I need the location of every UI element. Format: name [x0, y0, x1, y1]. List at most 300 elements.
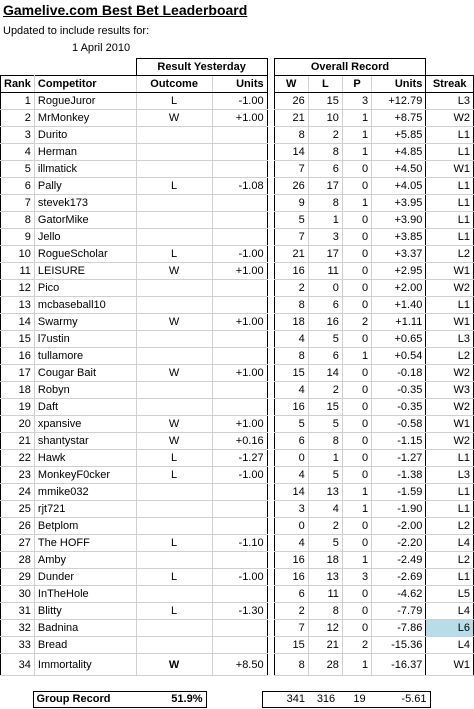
units-cell: -2.00: [372, 518, 426, 535]
col-header-units: Units: [372, 76, 426, 93]
table-row: [1, 93, 474, 110]
losses-cell: 17: [308, 178, 342, 195]
losses-cell: 5: [308, 467, 342, 484]
rank-cell: 4: [1, 144, 35, 161]
units-yesterday-cell: +0.16: [212, 433, 267, 450]
units-yesterday-cell: [212, 620, 267, 637]
pushes-cell: 1: [342, 195, 371, 212]
competitor-cell: Blitty: [34, 603, 136, 620]
pushes-cell: 0: [342, 280, 371, 297]
outcome-cell: L: [136, 467, 212, 484]
wins-cell: 6: [274, 433, 308, 450]
units-cell: -0.18: [372, 365, 426, 382]
units-yesterday-cell: [212, 501, 267, 518]
rank-cell: 22: [1, 450, 35, 467]
losses-cell: 6: [308, 161, 342, 178]
losses-cell: 16: [308, 314, 342, 331]
streak-cell: L1: [426, 127, 474, 144]
units-cell: -1.59: [372, 484, 426, 501]
losses-cell: 1: [308, 450, 342, 467]
streak-cell: L2: [426, 552, 474, 569]
competitor-cell: RogueScholar: [34, 246, 136, 263]
streak-cell: L1: [426, 195, 474, 212]
outcome-cell: [136, 280, 212, 297]
table-row: [1, 263, 474, 280]
outcome-cell: W: [136, 365, 212, 382]
table-row: [1, 535, 474, 552]
streak-cell: W1: [426, 314, 474, 331]
streak-cell: W3: [426, 382, 474, 399]
losses-cell: 11: [308, 263, 342, 280]
pushes-cell: 0: [342, 586, 371, 603]
units-cell: -16.37: [372, 654, 426, 676]
outcome-cell: [136, 620, 212, 637]
units-yesterday-cell: [212, 195, 267, 212]
streak-cell: L5: [426, 586, 474, 603]
units-yesterday-cell: -1.10: [212, 535, 267, 552]
units-cell: -4.62: [372, 586, 426, 603]
rank-cell: 9: [1, 229, 35, 246]
losses-cell: 15: [308, 93, 342, 110]
streak-cell: W2: [426, 365, 474, 382]
outcome-cell: [136, 195, 212, 212]
units-cell: -1.38: [372, 467, 426, 484]
wins-cell: 9: [274, 195, 308, 212]
outcome-cell: [136, 382, 212, 399]
rank-cell: 32: [1, 620, 35, 637]
group-record-units: -5.61: [375, 692, 430, 708]
table-row: [1, 620, 474, 637]
pushes-cell: 0: [342, 263, 371, 280]
units-yesterday-cell: [212, 484, 267, 501]
competitor-cell: Robyn: [34, 382, 136, 399]
units-cell: +5.85: [372, 127, 426, 144]
competitor-cell: rjt721: [34, 501, 136, 518]
pushes-cell: 0: [342, 178, 371, 195]
table-row: [1, 314, 474, 331]
group-record-label: Group Record: [33, 692, 142, 708]
rank-cell: 5: [1, 161, 35, 178]
streak-cell: L1: [426, 212, 474, 229]
table-row: [1, 297, 474, 314]
pushes-cell: 3: [342, 93, 371, 110]
group-record-l: 316: [308, 692, 344, 708]
group-record-w: 341: [262, 692, 308, 708]
losses-cell: 8: [308, 144, 342, 161]
losses-cell: 2: [308, 382, 342, 399]
rank-cell: 28: [1, 552, 35, 569]
wins-cell: 6: [274, 586, 308, 603]
pushes-cell: 0: [342, 433, 371, 450]
streak-cell: L1: [426, 484, 474, 501]
outcome-cell: L: [136, 569, 212, 586]
table-row: [1, 348, 474, 365]
rank-cell: 26: [1, 518, 35, 535]
units-yesterday-cell: [212, 297, 267, 314]
units-yesterday-cell: -1.00: [212, 467, 267, 484]
outcome-cell: L: [136, 93, 212, 110]
competitor-cell: l7ustin: [34, 331, 136, 348]
competitor-cell: Pico: [34, 280, 136, 297]
rank-cell: 7: [1, 195, 35, 212]
streak-cell: W2: [426, 399, 474, 416]
units-yesterday-cell: [212, 212, 267, 229]
wins-cell: 4: [274, 467, 308, 484]
col-header-units-yesterday: Units: [212, 76, 267, 93]
rank-cell: 2: [1, 110, 35, 127]
competitor-cell: Pally: [34, 178, 136, 195]
pushes-cell: 1: [342, 348, 371, 365]
wins-cell: 14: [274, 484, 308, 501]
pushes-cell: 1: [342, 127, 371, 144]
table-row: [1, 603, 474, 620]
outcome-cell: [136, 144, 212, 161]
units-yesterday-cell: [212, 518, 267, 535]
pushes-cell: 0: [342, 229, 371, 246]
competitor-cell: Bread: [34, 637, 136, 654]
table-row: [1, 280, 474, 297]
wins-cell: 5: [274, 212, 308, 229]
rank-cell: 20: [1, 416, 35, 433]
units-cell: +3.90: [372, 212, 426, 229]
streak-cell: W2: [426, 110, 474, 127]
table-row: [1, 518, 474, 535]
units-cell: +4.05: [372, 178, 426, 195]
table-row: [1, 654, 474, 676]
wins-cell: 14: [274, 144, 308, 161]
pushes-cell: 0: [342, 416, 371, 433]
competitor-cell: MonkeyF0cker: [34, 467, 136, 484]
wins-cell: 26: [274, 93, 308, 110]
losses-cell: 13: [308, 484, 342, 501]
losses-cell: 13: [308, 569, 342, 586]
streak-cell: L4: [426, 603, 474, 620]
rank-cell: 8: [1, 212, 35, 229]
table-row: [1, 399, 474, 416]
pushes-cell: 0: [342, 518, 371, 535]
group-record-pct: 51.9%: [142, 692, 206, 708]
outcome-cell: W: [136, 416, 212, 433]
rank-cell: 3: [1, 127, 35, 144]
streak-cell: L6: [426, 620, 474, 637]
losses-cell: 6: [308, 348, 342, 365]
table-row: [1, 178, 474, 195]
rank-cell: 1: [1, 93, 35, 110]
table-row: [1, 586, 474, 603]
streak-cell: W2: [426, 280, 474, 297]
competitor-cell: stevek173: [34, 195, 136, 212]
units-cell: +0.65: [372, 331, 426, 348]
wins-cell: 4: [274, 331, 308, 348]
units-cell: -1.15: [372, 433, 426, 450]
rank-cell: 13: [1, 297, 35, 314]
units-cell: -1.90: [372, 501, 426, 518]
units-yesterday-cell: [212, 382, 267, 399]
units-cell: +2.95: [372, 263, 426, 280]
rank-cell: 17: [1, 365, 35, 382]
rank-cell: 27: [1, 535, 35, 552]
streak-cell: W2: [426, 433, 474, 450]
units-cell: -2.49: [372, 552, 426, 569]
table-row: [1, 246, 474, 263]
units-yesterday-cell: -1.27: [212, 450, 267, 467]
table-row: [1, 365, 474, 382]
wins-cell: 26: [274, 178, 308, 195]
streak-cell: L1: [426, 297, 474, 314]
outcome-cell: W: [136, 314, 212, 331]
outcome-cell: L: [136, 603, 212, 620]
rank-cell: 29: [1, 569, 35, 586]
units-yesterday-cell: +1.00: [212, 314, 267, 331]
wins-cell: 16: [274, 569, 308, 586]
units-yesterday-cell: +1.00: [212, 365, 267, 382]
outcome-cell: [136, 518, 212, 535]
units-yesterday-cell: +1.00: [212, 110, 267, 127]
streak-cell: L2: [426, 348, 474, 365]
col-header-l: L: [308, 76, 342, 93]
units-yesterday-cell: [212, 161, 267, 178]
units-cell: +12.79: [372, 93, 426, 110]
pushes-cell: 1: [342, 552, 371, 569]
outcome-cell: [136, 399, 212, 416]
competitor-cell: Durito: [34, 127, 136, 144]
units-cell: -7.86: [372, 620, 426, 637]
wins-cell: 16: [274, 399, 308, 416]
units-cell: -1.27: [372, 450, 426, 467]
losses-cell: 3: [308, 229, 342, 246]
outcome-cell: [136, 161, 212, 178]
losses-cell: 21: [308, 637, 342, 654]
table-row: [1, 552, 474, 569]
outcome-cell: [136, 484, 212, 501]
wins-cell: 0: [274, 518, 308, 535]
units-cell: -15.36: [372, 637, 426, 654]
rank-cell: 25: [1, 501, 35, 518]
wins-cell: 15: [274, 365, 308, 382]
losses-cell: 11: [308, 586, 342, 603]
units-cell: +8.75: [372, 110, 426, 127]
table-row: [1, 127, 474, 144]
units-yesterday-cell: +1.00: [212, 263, 267, 280]
group-header-yesterday: Result Yesterday: [136, 59, 267, 76]
pushes-cell: 0: [342, 450, 371, 467]
group-header-overall: Overall Record: [274, 59, 426, 76]
streak-cell: L1: [426, 450, 474, 467]
competitor-cell: Herman: [34, 144, 136, 161]
outcome-cell: [136, 212, 212, 229]
competitor-cell: tullamore: [34, 348, 136, 365]
wins-cell: 16: [274, 263, 308, 280]
pushes-cell: 0: [342, 331, 371, 348]
losses-cell: 2: [308, 518, 342, 535]
pushes-cell: 0: [342, 382, 371, 399]
streak-cell: L3: [426, 467, 474, 484]
table-row: [1, 212, 474, 229]
rank-cell: 6: [1, 178, 35, 195]
rank-cell: 23: [1, 467, 35, 484]
losses-cell: 8: [308, 433, 342, 450]
units-yesterday-cell: [212, 229, 267, 246]
pushes-cell: 1: [342, 144, 371, 161]
wins-cell: 16: [274, 552, 308, 569]
rank-cell: 18: [1, 382, 35, 399]
table-row: [1, 467, 474, 484]
losses-cell: 0: [308, 280, 342, 297]
wins-cell: 2: [274, 280, 308, 297]
streak-cell: L3: [426, 93, 474, 110]
competitor-cell: Jello: [34, 229, 136, 246]
rank-cell: 12: [1, 280, 35, 297]
rank-cell: 19: [1, 399, 35, 416]
outcome-cell: L: [136, 450, 212, 467]
pushes-cell: 0: [342, 246, 371, 263]
rank-cell: 21: [1, 433, 35, 450]
losses-cell: 1: [308, 212, 342, 229]
table-row: [1, 144, 474, 161]
competitor-cell: InTheHole: [34, 586, 136, 603]
wins-cell: 5: [274, 416, 308, 433]
rank-cell: 16: [1, 348, 35, 365]
units-yesterday-cell: [212, 331, 267, 348]
units-cell: +3.37: [372, 246, 426, 263]
wins-cell: 8: [274, 654, 308, 676]
units-cell: -0.58: [372, 416, 426, 433]
pushes-cell: 1: [342, 654, 371, 676]
competitor-cell: mcbaseball10: [34, 297, 136, 314]
table-row: [1, 195, 474, 212]
units-cell: +3.95: [372, 195, 426, 212]
outcome-cell: W: [136, 433, 212, 450]
outcome-cell: [136, 127, 212, 144]
competitor-cell: RogueJuror: [34, 93, 136, 110]
streak-cell: L4: [426, 535, 474, 552]
pushes-cell: 0: [342, 620, 371, 637]
outcome-cell: [136, 348, 212, 365]
table-row: [1, 501, 474, 518]
units-yesterday-cell: [212, 144, 267, 161]
competitor-cell: MrMonkey: [34, 110, 136, 127]
losses-cell: 14: [308, 365, 342, 382]
pushes-cell: 0: [342, 603, 371, 620]
pushes-cell: 1: [342, 484, 371, 501]
competitor-cell: Betplom: [34, 518, 136, 535]
col-header-streak: Streak: [426, 76, 474, 93]
units-cell: +2.00: [372, 280, 426, 297]
outcome-cell: [136, 501, 212, 518]
table-row: [1, 161, 474, 178]
streak-cell: L1: [426, 569, 474, 586]
rank-cell: 34: [1, 654, 35, 676]
units-yesterday-cell: -1.00: [212, 246, 267, 263]
col-header-outcome: Outcome: [136, 76, 212, 93]
losses-cell: 5: [308, 535, 342, 552]
wins-cell: 7: [274, 620, 308, 637]
streak-cell: L1: [426, 501, 474, 518]
rank-cell: 10: [1, 246, 35, 263]
outcome-cell: [136, 229, 212, 246]
losses-cell: 18: [308, 552, 342, 569]
streak-cell: L2: [426, 518, 474, 535]
losses-cell: 5: [308, 331, 342, 348]
table-row: [1, 416, 474, 433]
units-yesterday-cell: [212, 127, 267, 144]
wins-cell: 8: [274, 127, 308, 144]
units-yesterday-cell: -1.00: [212, 569, 267, 586]
units-yesterday-cell: [212, 280, 267, 297]
group-record-p: 19: [344, 692, 375, 708]
wins-cell: 21: [274, 246, 308, 263]
streak-cell: W1: [426, 654, 474, 676]
update-date: 1 April 2010: [72, 42, 131, 54]
wins-cell: 7: [274, 161, 308, 178]
leaderboard-table: [0, 58, 474, 676]
streak-cell: W1: [426, 416, 474, 433]
competitor-cell: xpansive: [34, 416, 136, 433]
table-row: [1, 637, 474, 654]
update-note: Updated to include results for:: [3, 25, 150, 37]
competitor-cell: Hawk: [34, 450, 136, 467]
competitor-cell: GatorMike: [34, 212, 136, 229]
pushes-cell: 0: [342, 365, 371, 382]
rank-cell: 15: [1, 331, 35, 348]
competitor-cell: Swarmy: [34, 314, 136, 331]
units-yesterday-cell: -1.00: [212, 93, 267, 110]
losses-cell: 10: [308, 110, 342, 127]
units-yesterday-cell: [212, 348, 267, 365]
streak-cell: L2: [426, 246, 474, 263]
wins-cell: 2: [274, 603, 308, 620]
table-row: [1, 110, 474, 127]
units-cell: +1.11: [372, 314, 426, 331]
outcome-cell: L: [136, 178, 212, 195]
group-record-row: [0, 691, 431, 708]
table-row: [1, 433, 474, 450]
wins-cell: 8: [274, 348, 308, 365]
competitor-cell: Daft: [34, 399, 136, 416]
competitor-cell: Cougar Bait: [34, 365, 136, 382]
units-yesterday-cell: [212, 637, 267, 654]
wins-cell: 4: [274, 382, 308, 399]
outcome-cell: [136, 552, 212, 569]
competitor-cell: The HOFF: [34, 535, 136, 552]
units-cell: +4.85: [372, 144, 426, 161]
pushes-cell: 1: [342, 110, 371, 127]
losses-cell: 28: [308, 654, 342, 676]
outcome-cell: L: [136, 535, 212, 552]
pushes-cell: 0: [342, 297, 371, 314]
col-header-competitor: Competitor: [34, 76, 136, 93]
units-cell: +0.54: [372, 348, 426, 365]
losses-cell: 8: [308, 195, 342, 212]
table-row: [1, 382, 474, 399]
streak-cell: L3: [426, 331, 474, 348]
col-header-rank: Rank: [1, 76, 35, 93]
losses-cell: 6: [308, 297, 342, 314]
competitor-cell: illmatick: [34, 161, 136, 178]
streak-cell: W1: [426, 161, 474, 178]
units-cell: -7.79: [372, 603, 426, 620]
rank-cell: 31: [1, 603, 35, 620]
units-yesterday-cell: [212, 586, 267, 603]
wins-cell: 0: [274, 450, 308, 467]
competitor-cell: Amby: [34, 552, 136, 569]
losses-cell: 17: [308, 246, 342, 263]
wins-cell: 15: [274, 637, 308, 654]
table-row: [1, 450, 474, 467]
losses-cell: 12: [308, 620, 342, 637]
units-cell: +1.40: [372, 297, 426, 314]
pushes-cell: 0: [342, 212, 371, 229]
